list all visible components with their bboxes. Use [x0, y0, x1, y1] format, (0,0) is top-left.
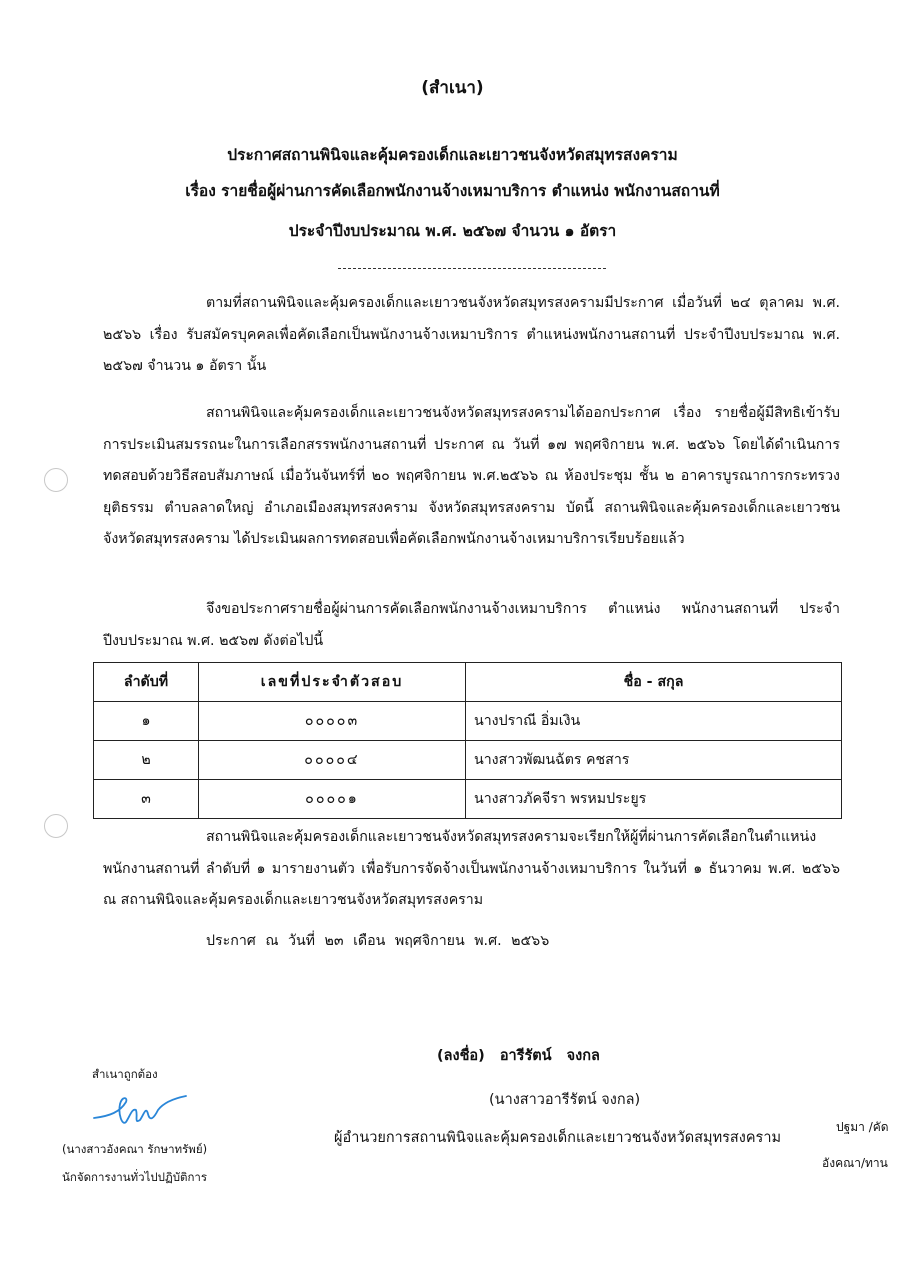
cell-order: ๒ — [94, 741, 199, 780]
header-full-name: ชื่อ - สกุล — [466, 663, 842, 702]
signature-label: (ลงชื่อ) อารีรัตน์ จงกล — [437, 1048, 600, 1064]
cell-order: ๑ — [94, 702, 199, 741]
certifier-name: (นางสาวอังคณา รักษาทรัพย์) — [62, 1142, 208, 1156]
handwritten-signature-icon — [92, 1092, 188, 1134]
cell-full-name: นางปราณี อิ่มเงิน — [466, 702, 842, 741]
typist-initials: ปฐมา /คัด — [836, 1120, 889, 1134]
header-exam-id: เลขที่ประจำตัวสอบ — [199, 663, 466, 702]
copy-mark: (สำเนา) — [421, 78, 484, 98]
title-divider — [338, 268, 606, 269]
announcement-title-line2: เรื่อง รายชื่อผู้ผ่านการคัดเลือกพนักงานจ้างเหมาบริการ ตำแหน่ง พนักงานสถานที่ — [185, 182, 720, 200]
signer-name: (นางสาวอารีรัตน์ จงกล) — [489, 1092, 641, 1108]
proofreader-initials: อังคณา/ทาน — [822, 1156, 888, 1170]
signer-position: ผู้อำนวยการสถานพินิจและคุ้มครองเด็กและเยาวชนจังหวัดสมุทรสงคราม — [334, 1130, 782, 1146]
table-row — [94, 741, 842, 780]
cell-exam-id: ๐๐๐๐๑ — [199, 780, 466, 819]
cell-full-name: นางสาวภัคจีรา พรหมประยูร — [466, 780, 842, 819]
certifier-position: นักจัดการงานทั่วไปปฏิบัติการ — [62, 1170, 208, 1184]
results-table — [93, 662, 842, 819]
paragraph-report-notice: สถานพินิจและคุ้มครองเด็กและเยาวชนจังหวัดสมุทรสงครามจะเรียกให้ผู้ที่ผ่านการคัดเลือกในตำแหน่งพนักงานสถานที่ ลำดับที่ ๑ มารายงานตัว เพื่อรับการจัดจ้างเป็นพนักงานจ้างเหมาบริการ ในวันที่ ๑ ธันวาคม พ.ศ. ๒๕๖๖ ณ สถานพินิจและคุ้มครองเด็กและเยาวชนจังหวัดสมุทรสงคราม — [103, 829, 840, 908]
punch-hole-top — [44, 468, 68, 492]
announcement-title-line1: ประกาศสถานพินิจและคุ้มครองเด็กและเยาวชนจังหวัดสมุทรสงคราม — [227, 146, 678, 164]
table-header-row — [94, 663, 842, 702]
punch-hole-bottom — [44, 814, 68, 838]
paragraph-list-intro: จึงขอประกาศรายชื่อผู้ผ่านการคัดเลือกพนักงานจ้างเหมาบริการ ตำแหน่ง พนักงานสถานที่ ประจำปีงบประมาณ พ.ศ. ๒๕๖๗ ดังต่อไปนี้ — [103, 601, 840, 649]
cell-full-name: นางสาวพัฒนฉัตร คชสาร — [466, 741, 842, 780]
announcement-title-line3: ประจำปีงบประมาณ พ.ศ. ๒๕๖๗ จำนวน ๑ อัตรา — [288, 222, 617, 240]
cell-exam-id: ๐๐๐๐๓ — [199, 702, 466, 741]
cell-order: ๓ — [94, 780, 199, 819]
certified-copy-heading: สำเนาถูกต้อง — [92, 1067, 158, 1081]
table-row — [94, 780, 842, 819]
header-order: ลำดับที่ — [94, 663, 199, 702]
cell-exam-id: ๐๐๐๐๔ — [199, 741, 466, 780]
paragraph-background: ตามที่สถานพินิจและคุ้มครองเด็กและเยาวชนจังหวัดสมุทรสงครามมีประกาศ เมื่อวันที่ ๒๔ ตุลาคม พ.ศ. ๒๕๖๖ เรื่อง รับสมัครบุคคลเพื่อคัดเลือกเป็นพนักงานจ้างเหมาบริการ ตำแหน่งพนักงานสถานที่ ประจำปีงบประมาณ พ.ศ. ๒๕๖๗ จำนวน ๑ อัตรา นั้น — [103, 295, 840, 374]
announcement-date: ประกาศ ณ วันที่ ๒๓ เดือน พฤศจิกายน พ.ศ. ๒๕๖๖ — [206, 933, 550, 949]
table-row — [94, 702, 842, 741]
paragraph-process: สถานพินิจและคุ้มครองเด็กและเยาวชนจังหวัดสมุทรสงครามได้ออกประกาศ เรื่อง รายชื่อผู้มีสิทธิเข้ารับการประเมินสมรรถนะในการเลือกสรรพนักงานสถานที่ ประกาศ ณ วันที่ ๑๗ พฤศจิกายน พ.ศ. ๒๕๖๖ โดยได้ดำเนินการทดสอบด้วยวิธีสอบสัมภาษณ์ เมื่อวันจันทร์ที่ ๒๐ พฤศจิกายน พ.ศ.๒๕๖๖ ณ ห้องประชุม ชั้น ๒ อาคารบูรณาการกระทรวงยุติธรรม ตำบลลาดใหญ่ อำเภอเมืองสมุทรสงคราม จังหวัดสมุทรสงคราม บัดนี้ สถานพินิจและคุ้มครองเด็กและเยาวชนจังหวัดสมุทรสงคราม ได้ประเมินผลการทดสอบเพื่อคัดเลือกพนักงานจ้างเหมาบริการเรียบร้อยแล้ว — [103, 405, 840, 547]
